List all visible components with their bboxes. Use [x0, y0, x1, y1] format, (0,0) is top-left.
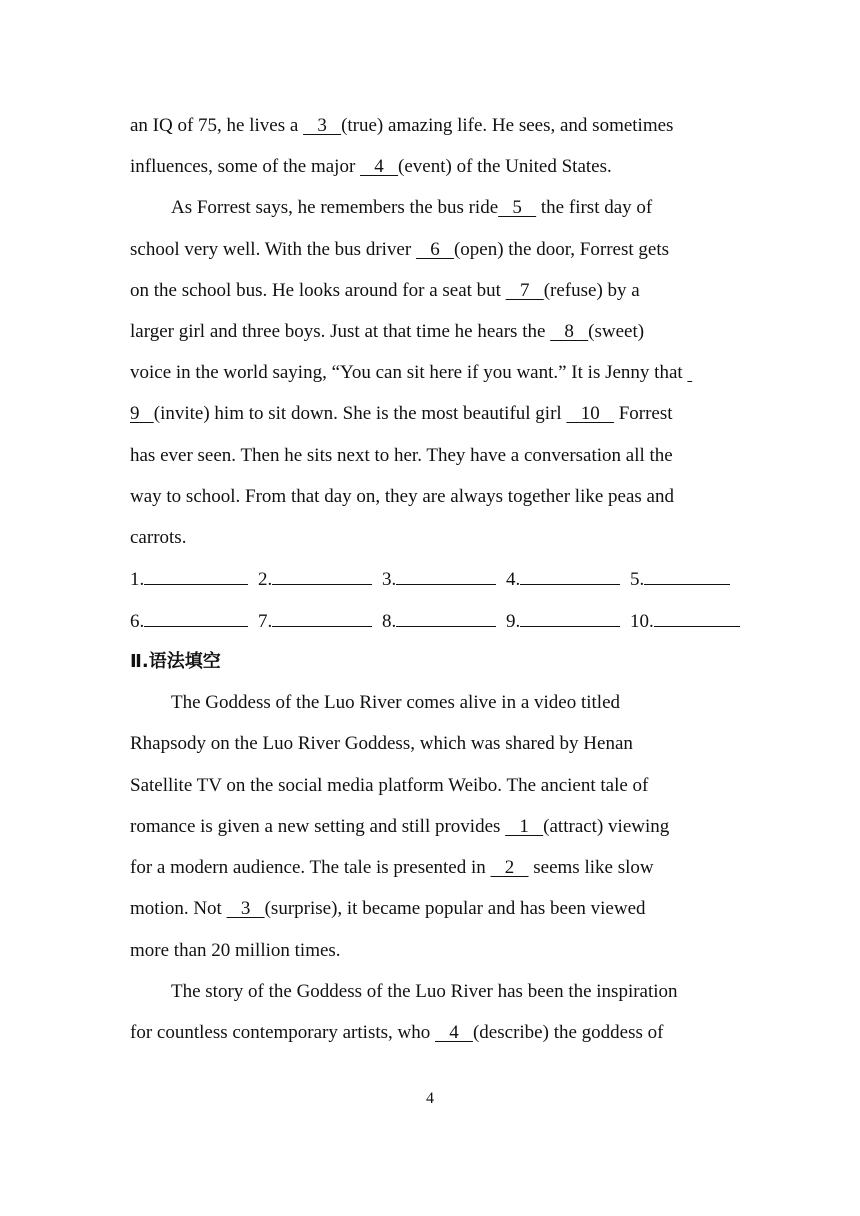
text: an IQ of 75, he lives a: [130, 115, 304, 136]
answer-6: 6.: [130, 609, 248, 634]
blank-8: 8: [550, 321, 589, 342]
passage2-line-6: [130, 897, 730, 921]
text: school very well. With the bus driver: [130, 239, 416, 260]
blank-6: 6: [415, 239, 454, 260]
text: seems like slow: [528, 857, 654, 878]
blank-9-start: [687, 362, 692, 383]
text: (refuse) by a: [543, 280, 640, 301]
passage1-line-9: [130, 444, 730, 468]
text: the first day of: [536, 197, 653, 218]
text: (describe) the goddess of: [472, 1022, 664, 1043]
text: has ever seen. Then he sits next to her. They have a conversation all the: [130, 445, 673, 466]
text: on the school bus. He looks around for a seat but: [130, 280, 506, 301]
text: way to school. From that day on, they are always together like peas and: [130, 486, 674, 507]
blank-1: 1: [505, 816, 544, 837]
text: voice in the world saying, “You can sit here if you want.” It is Jenny that: [130, 362, 688, 383]
passage1-line-4: [130, 238, 730, 262]
blank-4: 4: [434, 1022, 473, 1043]
answer-5: 5.: [630, 567, 730, 592]
passage2-line-8: [171, 980, 771, 1004]
text: carrots.: [130, 527, 187, 548]
text: (event) of the United States.: [398, 156, 612, 177]
blank-4: 4: [360, 156, 399, 177]
blank-5: 5: [498, 197, 537, 218]
text: (sweet): [588, 321, 645, 342]
passage1-line-10: [130, 485, 730, 509]
blank-3: 3: [303, 115, 342, 136]
passage1-line-7: [130, 361, 730, 385]
passage1-line-3: [171, 196, 771, 220]
text: As Forrest says, he remembers the bus ride: [171, 197, 499, 218]
text: larger girl and three boys. Just at that time he hears the: [130, 321, 551, 342]
answer-7: 7.: [258, 609, 372, 634]
text: for countless contemporary artists, who: [130, 1022, 435, 1043]
text: (open) the door, Forrest gets: [453, 239, 669, 260]
text: Forrest: [613, 403, 673, 424]
answer-9: 9.: [506, 609, 620, 634]
passage1-line-11: [130, 526, 730, 550]
blank-10: 10: [566, 403, 614, 424]
text: (invite) him to sit down. She is the most beautiful girl: [153, 403, 567, 424]
passage2-line-3: [130, 774, 730, 798]
answer-2: 2.: [258, 567, 372, 592]
answer-row-2: [130, 609, 745, 634]
passage2-line-9: [130, 1021, 730, 1045]
text: (attract) viewing: [543, 816, 670, 837]
text: more than 20 million times.: [130, 940, 341, 961]
text: The Goddess of the Luo River comes alive in a video titled: [171, 692, 621, 713]
text: Satellite TV on the social media platform Weibo. The ancient tale of: [130, 775, 649, 796]
answer-3: 3.: [382, 567, 496, 592]
answer-row-1: [130, 567, 735, 592]
answer-10: 10.: [630, 609, 740, 634]
passage1-line-8: [130, 402, 730, 426]
section-heading: Ⅱ.语法填空: [130, 651, 221, 672]
passage2-line-4: [130, 815, 730, 839]
passage2-line-5: [130, 856, 730, 880]
passage2-line-2: [130, 732, 730, 756]
answer-4: 4.: [506, 567, 620, 592]
answer-8: 8.: [382, 609, 496, 634]
page-number: 4: [426, 1090, 434, 1107]
passage1-line-5: [130, 279, 730, 303]
text: for a modern audience. The tale is presented in: [130, 857, 491, 878]
passage2-line-7: [130, 939, 730, 963]
blank-9: 9: [130, 403, 154, 424]
text: The story of the Goddess of the Luo River has been the inspiration: [171, 981, 678, 1002]
passage1-line-2: [130, 155, 730, 179]
text: Rhapsody on the Luo River Goddess, which was shared by Henan: [130, 733, 633, 754]
blank-7: 7: [505, 280, 544, 301]
passage1-line-1: [130, 114, 730, 138]
text: motion. Not: [130, 898, 227, 919]
text: influences, some of the major: [130, 156, 361, 177]
text: (true) amazing life. He sees, and sometimes: [341, 115, 674, 136]
blank-3: 3: [226, 898, 265, 919]
answer-1: 1.: [130, 567, 248, 592]
blank-2: 2: [490, 857, 529, 878]
text: (surprise), it became popular and has been viewed: [264, 898, 646, 919]
passage2-line-1: [171, 691, 771, 715]
text: romance is given a new setting and still provides: [130, 816, 506, 837]
passage1-line-6: [130, 320, 730, 344]
